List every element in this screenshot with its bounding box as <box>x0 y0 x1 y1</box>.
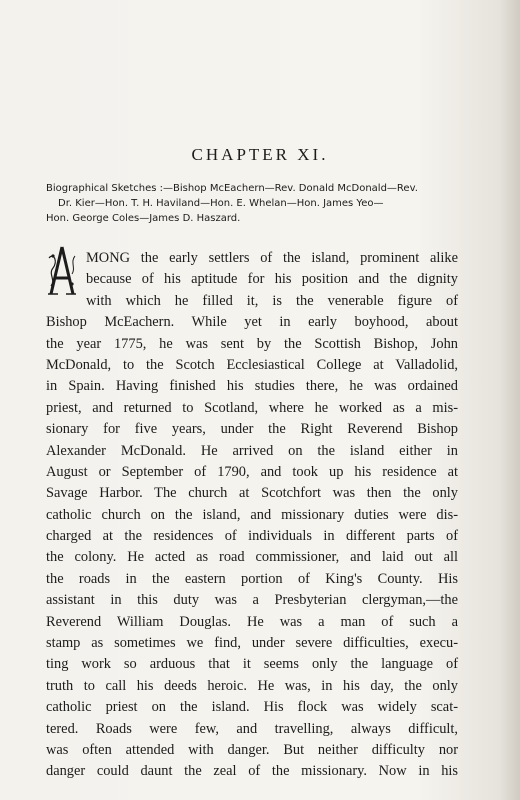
text-line: the year 1775, he was sent by the Scottish Bishop, John <box>46 335 458 352</box>
text-line: truth to call his deeds heroic. He was, in his day, the only <box>46 677 458 694</box>
synopsis-line: Dr. Kier—Hon. T. H. Haviland—Hon. E. Whelan—Hon. James Yeo— <box>58 198 384 209</box>
text-line: Alexander McDonald. He arrived on the island either in <box>46 442 458 459</box>
text-line: sionary for five years, under the Right Reverend Bishop <box>46 421 458 438</box>
text-line: was often attended with danger. But neither difficulty nor <box>46 741 458 758</box>
text-line: danger could daunt the zeal of the missionary. Now in his <box>46 763 458 780</box>
text-line: Bishop McEachern. While yet in early boyhood, about <box>46 314 458 331</box>
text-line: tered. Roads were few, and travelling, always difficult, <box>46 720 458 737</box>
text-line: McDonald, to the Scotch Ecclesiastical College at Valladolid, <box>46 356 458 373</box>
text-line: catholic priest on the island. His flock was widely scat- <box>46 699 458 716</box>
text-line: priest, and returned to Scotland, where he worked as a mis- <box>46 399 458 416</box>
text-line: stamp as sometimes we find, under severe difficulties, execu- <box>46 635 458 652</box>
text-line: Savage Harbor. The church at Scotchfort was then the only <box>46 485 458 502</box>
text-line: in Spain. Having finished his studies there, he was ordained <box>46 378 458 395</box>
text-line: charged at the residences of individuals in different parts of <box>46 528 458 545</box>
text-line: because of his aptitude for his position and the dignity <box>86 271 458 288</box>
chapter-heading: CHAPTER XI. <box>191 145 329 164</box>
synopsis-line: Hon. George Coles—James D. Haszard. <box>46 213 241 224</box>
text-line: catholic church on the island, and missionary duties were dis- <box>46 506 458 523</box>
text-line: assistant in this duty was a Presbyterian clergyman,—the <box>46 592 458 609</box>
text-line: MONG the early settlers of the island, prominent alike <box>86 250 458 266</box>
text-line: Reverend William Douglas. He was a man of such a <box>46 613 458 630</box>
text-line: ting work so arduous that it seems only the language of <box>46 656 458 673</box>
text-line: August or September of 1790, and took up his residence at <box>46 463 458 480</box>
body-text <box>46 248 458 783</box>
chapter-synopsis <box>46 181 466 226</box>
text-line: with which he filled it, is the venerable figure of <box>86 292 458 309</box>
text-line: the colony. He acted as road commissioner, and laid out all <box>46 549 458 566</box>
synopsis-line: Biographical Sketches :—Bishop McEachern—Rev. Donald McDonald—Rev. <box>46 183 418 194</box>
text-line: the roads in the eastern portion of King's County. His <box>46 570 458 587</box>
